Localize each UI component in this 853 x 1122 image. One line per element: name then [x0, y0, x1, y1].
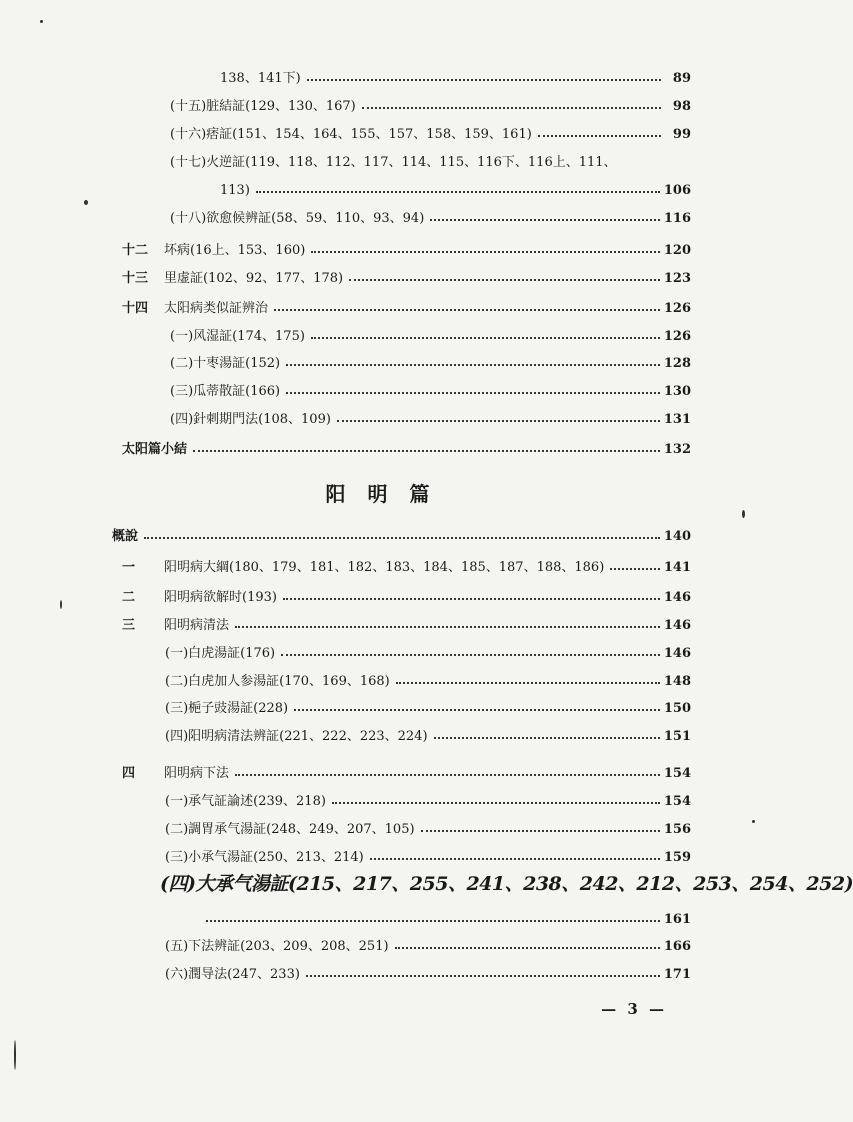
toc-entry [170, 90, 691, 114]
entry-number: 四 [122, 766, 136, 781]
entry-label: 里虚証(102、92、177、178) [164, 271, 344, 286]
entry-label: (三)梔子豉湯証(228) [165, 701, 289, 716]
leader-dots [421, 829, 660, 832]
entry-label: 阳明病下法 [164, 766, 230, 781]
leader-dots [256, 190, 660, 193]
scan-speck [742, 510, 745, 518]
leader-dots [311, 250, 660, 253]
toc-entry [165, 637, 691, 661]
toc-entry [165, 665, 691, 689]
toc-entry [170, 403, 691, 427]
leader-dots [434, 736, 660, 739]
entry-label: 113) [220, 183, 250, 198]
entry-page: 166 [663, 939, 691, 954]
entry-page: 140 [663, 529, 691, 544]
leader-dots [286, 363, 660, 366]
entry-label: (三)小承气湯証(250、213、214) [165, 850, 364, 865]
entry-page: 146 [663, 618, 691, 633]
entry-label: 阳明病清法 [164, 618, 230, 633]
entry-page: 128 [663, 356, 691, 371]
entry-label: 阳明病欲解时(193) [164, 590, 277, 605]
toc-entry [220, 62, 691, 86]
entry-label: (十五)脏結証(129、130、167) [170, 99, 356, 114]
entry-label: (十七)火逆証(119、118、112、117、114、115、116下、116上、111、 [170, 155, 617, 170]
section-title: 阳明篇 [325, 482, 452, 506]
leader-dots [206, 919, 660, 922]
leader-dots [286, 391, 660, 394]
leader-dots [395, 946, 660, 949]
toc-entry [165, 813, 691, 837]
entry-number: 一 [122, 560, 136, 575]
entry-page: 98 [672, 99, 691, 114]
leader-dots [294, 708, 660, 711]
entry-label: (二)白虎加人参湯証(170、169、168) [165, 674, 390, 689]
entry-label: (一)承气証論述(239、218) [165, 794, 326, 809]
toc-entry [165, 692, 691, 716]
toc-entry [122, 433, 691, 457]
entry-page: 151 [663, 729, 691, 744]
leader-dots [235, 625, 660, 628]
entry-label: 坏病(16上、153、160) [164, 243, 306, 258]
toc-entry [122, 757, 691, 781]
toc-entry [122, 551, 691, 575]
entry-page: 116 [663, 211, 691, 226]
entry-page: 126 [663, 301, 691, 316]
toc-entry [165, 958, 691, 982]
toc-entry [200, 903, 691, 927]
entry-number: 三 [122, 618, 136, 633]
entry-label: (四)阳明病清法辨証(221、222、223、224) [165, 729, 428, 744]
entry-label: (四)大承气湯証(215、217、255、241、238、242、212、253、254、252) [160, 873, 853, 895]
entry-page: 126 [663, 329, 691, 344]
entry-page: 120 [663, 243, 691, 258]
entry-label: (六)潤导法(247、233) [165, 967, 300, 982]
leader-dots [144, 536, 660, 539]
entry-page: 141 [663, 560, 691, 575]
scan-speck [752, 820, 755, 823]
toc-entry [122, 609, 691, 633]
entry-label: 太阳病类似証辨治 [164, 301, 269, 316]
leader-dots [370, 857, 660, 860]
entry-label: (五)下法辨証(203、209、208、251) [165, 939, 389, 954]
scan-speck [14, 1040, 16, 1070]
toc-entry [165, 785, 691, 809]
entry-label: 太阳篇小結 [122, 442, 188, 457]
leader-dots [281, 653, 660, 656]
toc-entry [165, 930, 691, 954]
entry-page: 146 [663, 590, 691, 605]
entry-label: 概說 [112, 529, 139, 544]
entry-page: 132 [663, 442, 691, 457]
leader-dots [274, 308, 660, 311]
leader-dots [610, 567, 660, 570]
leader-dots [235, 773, 660, 776]
scan-speck [84, 200, 88, 205]
toc-entry [170, 320, 691, 344]
entry-page: 171 [663, 967, 691, 982]
entry-page: 159 [663, 850, 691, 865]
page-number-footer: — 3 — [601, 1000, 667, 1018]
entry-page: 148 [663, 674, 691, 689]
entry-page: 106 [663, 183, 691, 198]
toc-entry [170, 347, 691, 371]
entry-label: (十八)欲愈候辨証(58、59、110、93、94) [170, 211, 425, 226]
entry-label: 阳明病大綱(180、179、181、182、183、184、185、187、188、186) [164, 560, 605, 575]
toc-entry [170, 375, 691, 399]
entry-label: (四)針刺期門法(108、109) [170, 412, 331, 427]
toc-entry [122, 262, 691, 286]
entry-label: (一)白虎湯証(176) [165, 646, 276, 661]
leader-dots [430, 218, 660, 221]
leader-dots [396, 681, 660, 684]
entry-number: 十四 [122, 301, 149, 316]
toc-entry [122, 581, 691, 605]
toc-entry [165, 720, 691, 744]
leader-dots [307, 78, 661, 81]
entry-label: (二)調胃承气湯証(248、249、207、105) [165, 822, 415, 837]
entry-label: (二)十枣湯証(152) [170, 356, 281, 371]
toc-entry [122, 292, 691, 316]
toc-entry [112, 520, 691, 544]
toc-entry [220, 174, 691, 198]
entry-label: (一)风湿証(174、175) [170, 329, 305, 344]
entry-page: 156 [663, 822, 691, 837]
entry-number: 十二 [122, 243, 149, 258]
scan-speck [40, 20, 43, 23]
entry-page: 131 [663, 412, 691, 427]
leader-dots [337, 419, 660, 422]
entry-label: (十六)痞証(151、154、164、155、157、158、159、161) [170, 127, 532, 142]
toc-entry [160, 872, 853, 896]
leader-dots [193, 449, 660, 452]
leader-dots [362, 106, 661, 109]
toc-entry [170, 146, 691, 170]
entry-page: 150 [663, 701, 691, 716]
entry-page: 146 [663, 646, 691, 661]
leader-dots [306, 974, 660, 977]
leader-dots [538, 134, 661, 137]
leader-dots [311, 336, 660, 339]
toc-entry [170, 202, 691, 226]
entry-number: 十三 [122, 271, 149, 286]
toc-entry [170, 118, 691, 142]
scan-speck [60, 600, 62, 609]
entry-page: 154 [663, 794, 691, 809]
entry-page: 89 [672, 71, 691, 86]
leader-dots [332, 801, 660, 804]
toc-entry [122, 234, 691, 258]
entry-label: 138、141下) [220, 71, 301, 86]
entry-page: 154 [663, 766, 691, 781]
leader-dots [349, 278, 660, 281]
leader-dots [283, 597, 660, 600]
entry-page: 161 [663, 912, 691, 927]
entry-label: (三)瓜蒂散証(166) [170, 384, 281, 399]
entry-page: 99 [672, 127, 691, 142]
entry-number: 二 [122, 590, 136, 605]
entry-page: 123 [663, 271, 691, 286]
entry-page: 130 [663, 384, 691, 399]
toc-entry [165, 841, 691, 865]
